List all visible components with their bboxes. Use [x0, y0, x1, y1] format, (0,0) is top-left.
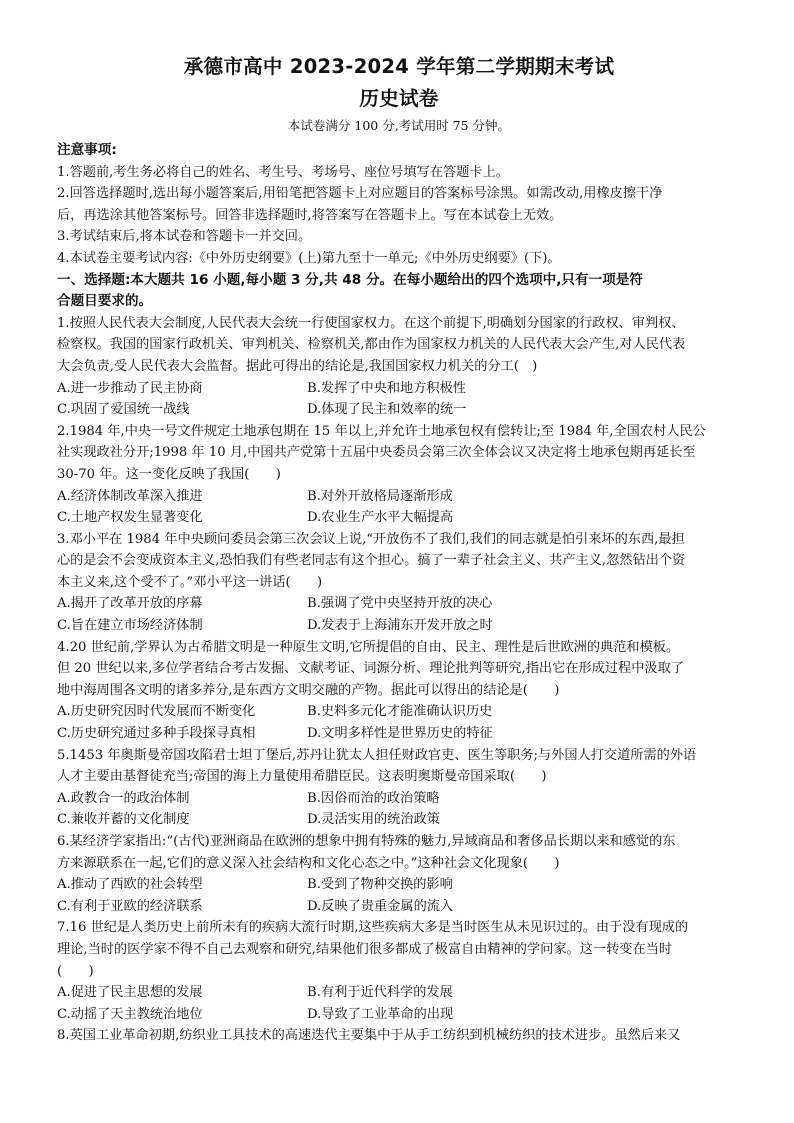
option-b: B.因俗而治的政治策略	[307, 790, 440, 806]
question-5	[57, 745, 741, 831]
notes-item: 后，再选涂其他答案标号。回答非选择题时,将答案写在答题卡上。写在本试卷上无效。	[57, 207, 563, 223]
section-heading-cont: 合题目要求的。	[57, 293, 153, 310]
option-a: A.促进了民主思想的发展	[57, 985, 203, 1001]
option-d: D.发表于上海浦东开发开放之时	[307, 618, 493, 634]
option-c: C.旨在建立市场经济体制	[57, 618, 203, 634]
question-1	[57, 313, 741, 421]
section-heading: 一、选择题:本大题共 16 小题,每小题 3 分,共 48 分。在每小题给出的四个选项中,只有一项是符	[57, 271, 643, 288]
options	[57, 378, 741, 421]
question-text: 30-70 年。这一变化反映了我国( )	[57, 466, 281, 482]
option-a: A.进一步推动了民主协商	[57, 380, 203, 396]
option-c: C.动摇了天主教统治地位	[57, 1006, 203, 1022]
question-text: 5.1453 年奥斯曼帝国攻陷君士坦丁堡后,苏丹让犹太人担任财政官吏、医生等职务;与外国人打交道所需的外语	[57, 747, 697, 763]
question-text: 2.1984 年,中央一号文件规定土地承包期在 15 年以上,并允许土地承包权有偿转让;至 1984 年,全国农村人民公	[57, 423, 706, 439]
question-text: 人才主要由基督徒充当;帝国的海上力量使用希腊臣民。这表明奥斯曼帝国采取( )	[57, 769, 547, 785]
question-text: 社实现政社分开;1998 年 10 月,中国共产党第十五届中央委员会第三次全体会议又决定将土地承包期再延长至	[57, 445, 696, 461]
question-7	[57, 917, 741, 1025]
question-text: 理论,当时的医学家不得不自己去观察和研究,结果他们很多都成了极富自由精神的学问家。这一转变在当时	[57, 941, 673, 957]
question-text: 3.邓小平在 1984 年中央顾问委员会第三次会议上说,“开放伤不了我们,我们的同志就是怕引来坏的东西,最担	[57, 531, 685, 547]
question-6	[57, 831, 741, 917]
options	[57, 701, 741, 744]
option-b: B.受到了物种交换的影响	[307, 877, 453, 893]
question-text: 大会负责,受人民代表大会监督。据此可得出的结论是,我国国家权力机关的分工( )	[57, 358, 538, 374]
question-8	[57, 1025, 741, 1047]
options	[57, 874, 741, 917]
question-text: 但 20 世纪以来,多位学者结合考古发掘、文献考证、词源分析、理论批判等研究,指出它在形成过程中汲取了	[57, 661, 684, 677]
notes-item: 1.答题前,考生务必将自己的姓名、考生号、考场号、座位号填写在答题卡上。	[57, 164, 509, 180]
option-b: B.史料多元化才能准确认识历史	[307, 704, 493, 720]
option-a: A.经济体制改革深入推进	[57, 488, 203, 504]
question-3	[57, 529, 741, 637]
option-c: C.有利于亚欧的经济联系	[57, 898, 203, 914]
option-a: A.推动了西欧的社会转型	[57, 877, 203, 893]
option-c: C.兼收并蓄的文化制度	[57, 812, 190, 828]
exam-info: 本试卷满分 100 分,考试用时 75 分钟。	[287, 118, 511, 133]
question-text: 6.某经济学家指出:“(古代)亚洲商品在欧洲的想象中拥有特殊的魅力,异域商品和奢侈品长期以来和感觉的东	[57, 834, 676, 849]
option-d: D.文明多样性是世界历史的特征	[307, 726, 493, 742]
option-c: C.历史研究通过多种手段探寻真相	[57, 726, 256, 742]
question-4	[57, 637, 741, 745]
option-b: B.有利于近代科学的发展	[307, 985, 453, 1001]
option-c: C.巩固了爱国统一战线	[57, 402, 190, 418]
option-a: A.政教合一的政治体制	[57, 790, 190, 806]
question-text: 方来源联系在一起,它们的意义深入社会结构和文化心态之中。”这种社会文化现象( )	[57, 855, 560, 871]
exam-page	[57, 54, 741, 1047]
options	[57, 982, 741, 1025]
option-a: A.历史研究因时代发展而不断变化	[57, 704, 256, 720]
notes-item: 3.考试结束后,将本试卷和答题卡一并交回。	[57, 229, 312, 245]
option-b: B.对外开放格局逐渐形成	[307, 488, 453, 504]
option-b: B.强调了党中央坚持开放的决心	[307, 596, 493, 612]
notes-heading: 注意事项:	[57, 142, 117, 158]
question-text: 8.英国工业革命初期,纺织业工具技术的高速迭代主要集中于从手工纺织到机械纺织的技术进步。虽然后来又	[57, 1028, 681, 1044]
option-d: D.体现了民主和效率的统一	[307, 402, 467, 418]
question-2	[57, 421, 741, 529]
options	[57, 788, 741, 831]
option-d: D.导致了工业革命的出现	[307, 1006, 454, 1022]
notes-section	[57, 140, 741, 270]
question-text: 地中海周围各文明的诸多养分,是东西方文明交融的产物。据此可以得出的结论是( )	[57, 682, 560, 698]
exam-subject: 历史试卷	[359, 87, 439, 110]
question-text: 4.20 世纪前,学界认为古希腊文明是一种原生文明,它所提倡的自由、民主、理性是后世欧洲的典范和模板。	[57, 639, 680, 655]
question-text: 本主义来,这个受不了。”邓小平这一讲话( )	[57, 574, 323, 590]
exam-title: 承德市高中 2023-2024 学年第二学期期末考试	[183, 55, 615, 78]
notes-item: 4.本试卷主要考试内容:《中外历史纲要》(上)第九至十一单元;《中外历史纲要》(下)。	[57, 250, 561, 266]
option-d: D.灵活实用的统治政策	[307, 812, 440, 828]
question-text: 心的是会不会变成资本主义,恐怕我们有些老同志有这个担心。搞了一辈子社会主义、共产主义,忽然钻出个资	[57, 553, 686, 569]
option-d: D.反映了贵重金属的流入	[307, 898, 454, 914]
option-c: C.土地产权发生显著变化	[57, 510, 203, 526]
question-text: 1.按照人民代表大会制度,人民代表大会统一行使国家权力。在这个前提下,明确划分国家的行政权、审判权、	[57, 315, 685, 331]
option-a: A.揭开了改革开放的序幕	[57, 596, 203, 612]
question-text: 7.16 世纪是人类历史上前所未有的疾病大流行时期,这些疾病大多是当时医生从未见识过的。由于没有现成的	[57, 920, 689, 936]
options	[57, 593, 741, 636]
question-text: 检察权。我国的国家行政机关、审判机关、检察机关,都由作为国家权力机关的人民代表大会产生,对人民代表	[57, 337, 686, 353]
option-b: B.发挥了中央和地方积极性	[307, 380, 466, 396]
options	[57, 486, 741, 529]
notes-item: 2.回答选择题时,选出每小题答案后,用铅笔把答题卡上对应题目的答案标号涂黑。如需改动,用橡皮擦干净	[57, 186, 663, 202]
option-d: D.农业生产水平大幅提高	[307, 510, 454, 526]
question-text: ( )	[57, 963, 94, 979]
